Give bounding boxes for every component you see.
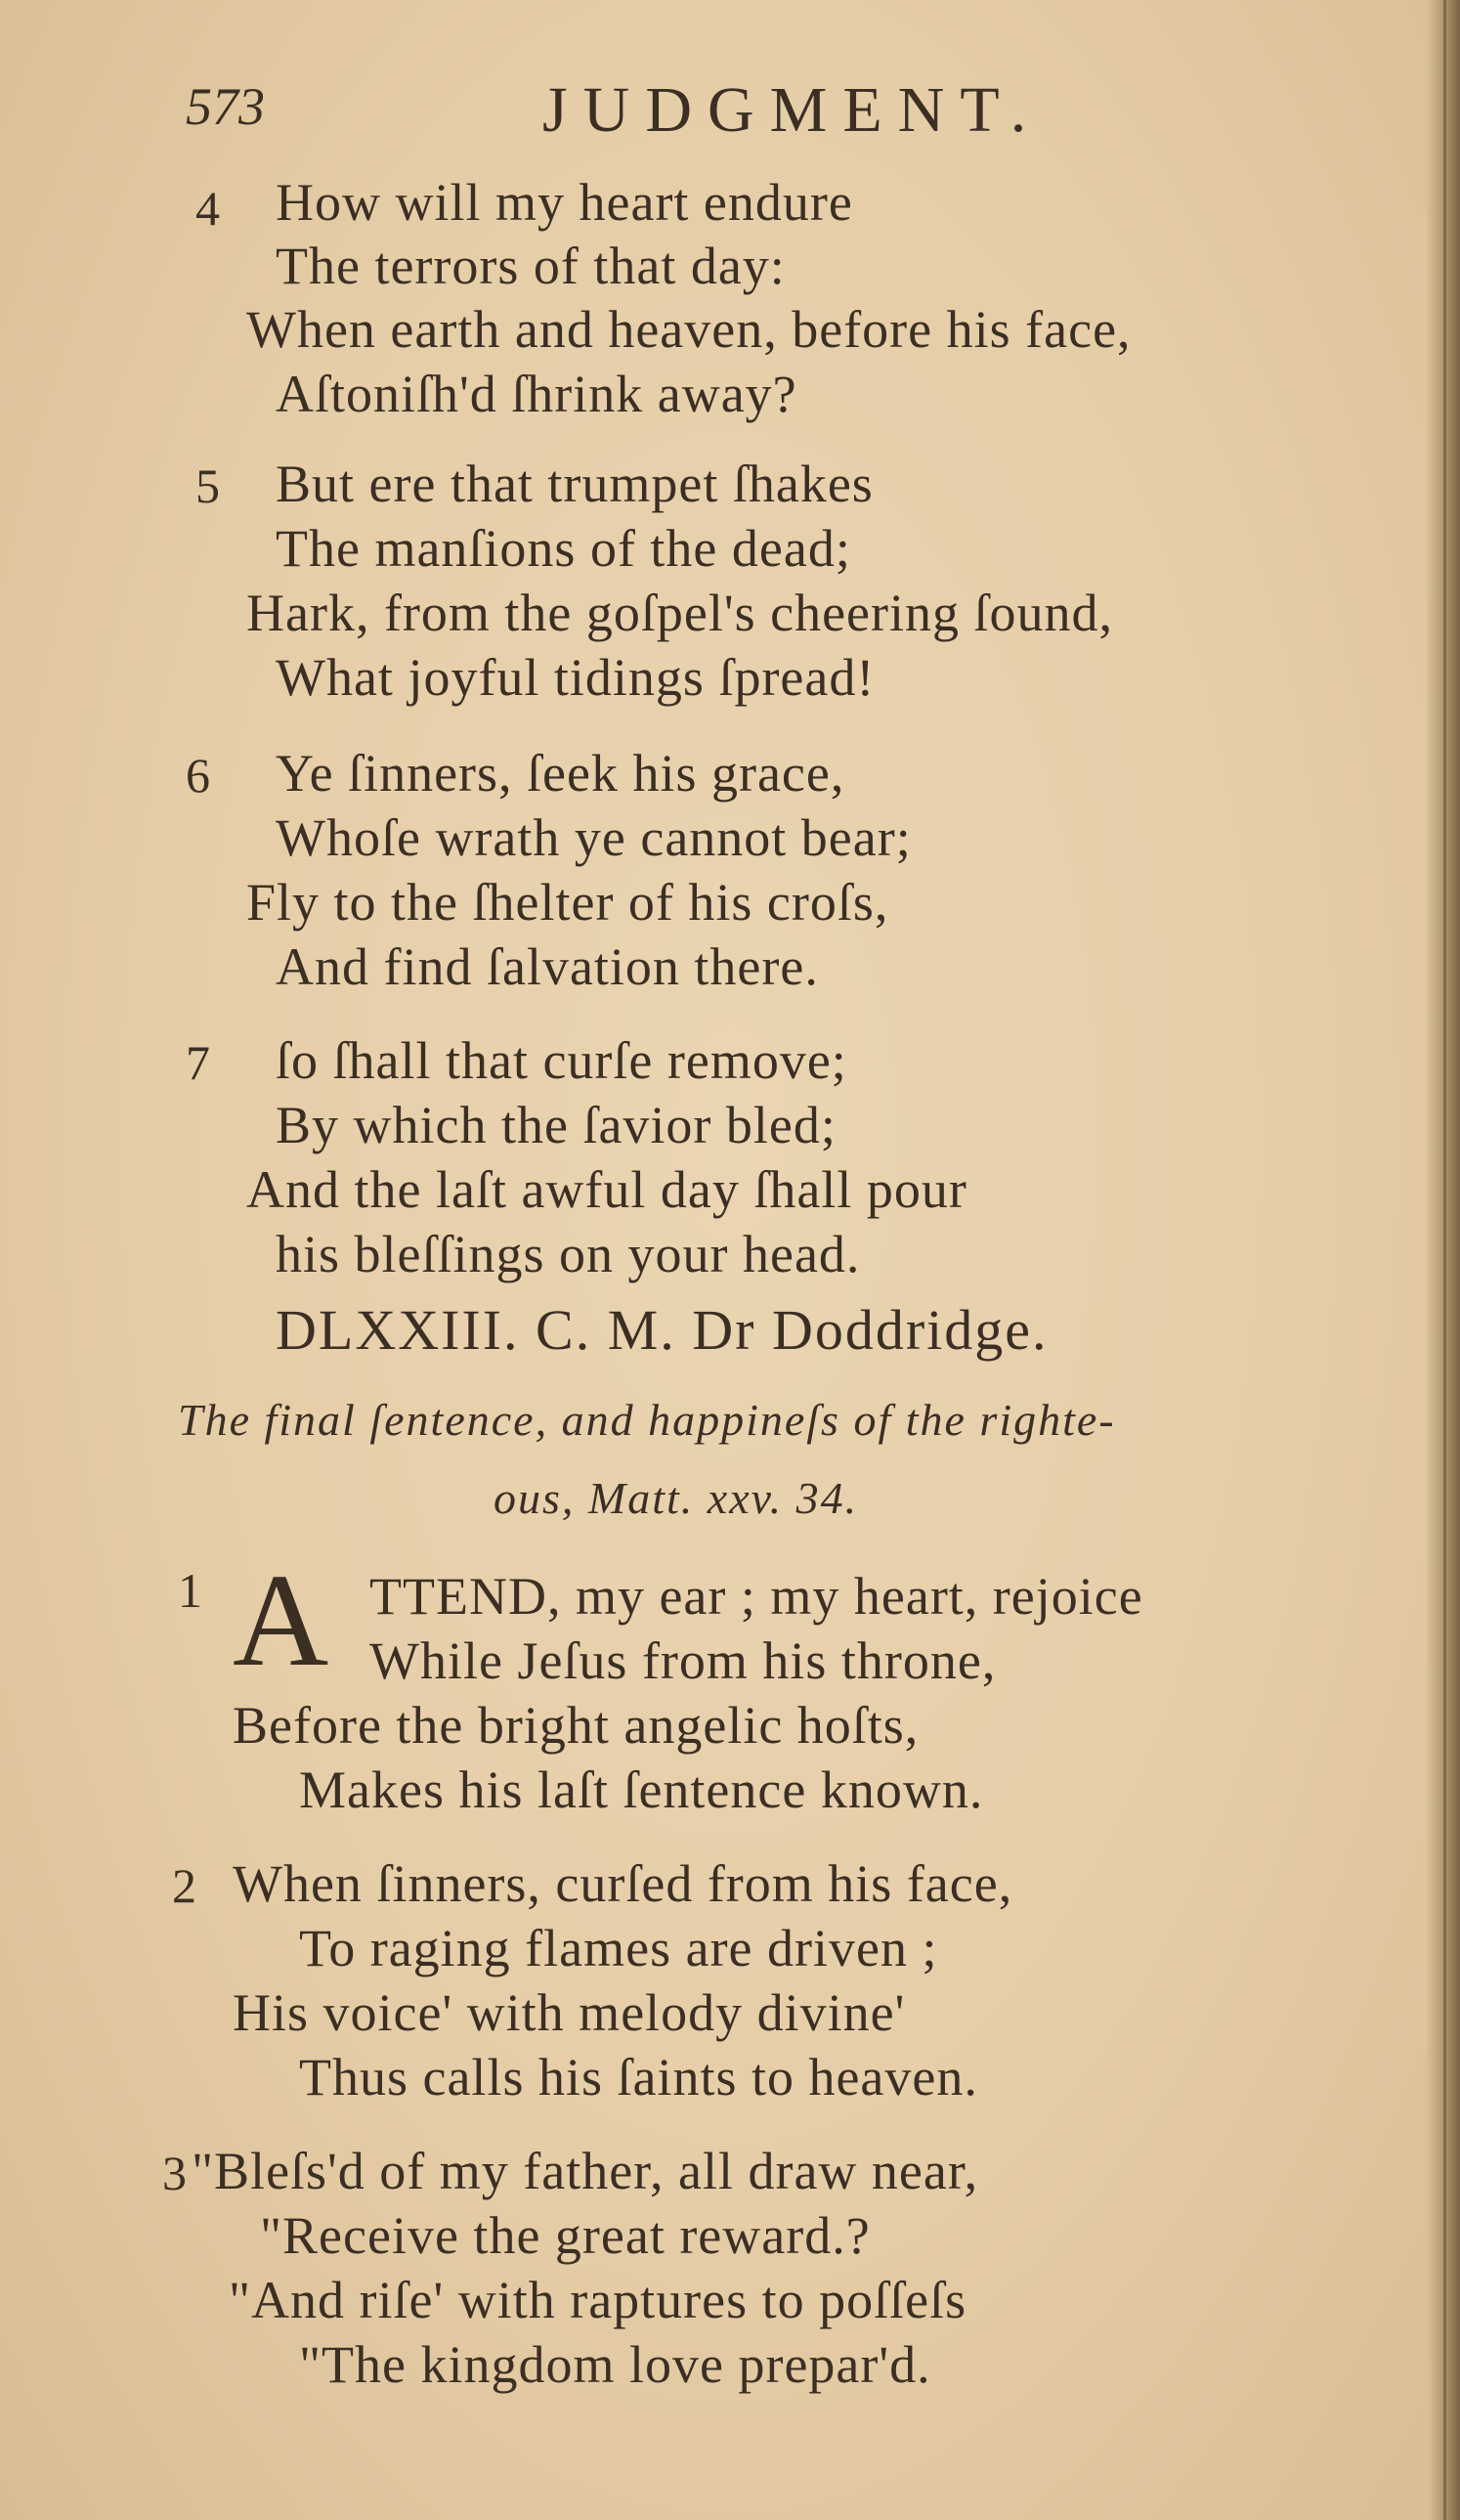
verse-line: When earth and heaven, before his face, [246,300,1132,359]
stanza-number: 1 [178,1563,202,1618]
verse-line: Whoſe wrath ye cannot bear; [276,808,912,867]
verse-line: But ere that trumpet ſhakes [276,455,874,513]
verse-line: "And riſe' with raptures to poſſeſs [229,2271,967,2329]
verse-line: Hark, from the goſpel's cheering ſound, [246,584,1113,642]
verse-line: TTEND, my ear ; my heart, rejoice [369,1567,1143,1626]
gutter-shadow-line [1443,0,1446,2520]
verse-line: And the laſt awful day ſhall pour [246,1160,967,1219]
verse-line: Thus calls his ſaints to heaven. [299,2048,978,2107]
verse-line: While Jeſus from his throne, [369,1631,997,1690]
stanza-number: 6 [186,748,210,803]
verse-line: By which the ſavior bled; [276,1096,837,1154]
verse-line: The manſions of the dead; [276,519,851,578]
stanza-number: 3 [162,2146,187,2200]
verse-line: ſo ſhall that curſe remove; [276,1031,847,1090]
verse-line: And find ſalvation there. [276,937,819,996]
verse-line: What joyful tidings ſpread! [276,648,876,707]
drop-cap-letter: A [233,1547,329,1694]
stanza-number: 5 [195,458,220,513]
hymn-description: The final ſentence, and happineſs of the righte- [178,1395,1116,1445]
verse-line: "Receive the great reward.? [260,2206,871,2265]
verse-line: To raging flames are driven ; [299,1919,938,1977]
stanza-number: 4 [195,181,220,236]
verse-line: his bleſſings on your head. [276,1225,861,1283]
verse-line: Makes his laſt ſentence known. [299,1760,984,1819]
verse-line: Ye ſinners, ſeek his grace, [276,744,845,803]
stanza-number: 2 [172,1858,196,1913]
verse-line: "The kingdom love prepar'd. [299,2335,931,2394]
verse-line: When ſinners, curſed from his face, [233,1854,1013,1913]
hymn-description-reference: ous, Matt. xxv. 34. [494,1473,859,1523]
verse-line: Before the bright angelic hoſts, [233,1696,920,1755]
verse-line: The terrors of that day: [276,237,786,295]
verse-line: His voice' with melody divine' [233,1983,906,2042]
page-number: 573 [186,77,265,136]
verse-line: Fly to the ſhelter of his croſs, [246,873,889,932]
verse-line: Aſtoniſh'd ſhrink away? [276,365,797,423]
verse-line: "Bleſs'd of my father, all draw near, [192,2142,979,2200]
stanza-number: 7 [186,1035,210,1090]
verse-line: How will my heart endure [276,173,853,232]
running-title: JUDGMENT. [542,74,1043,146]
hymn-heading: DLXXIII. C. M. Dr Doddridge. [276,1298,1049,1362]
